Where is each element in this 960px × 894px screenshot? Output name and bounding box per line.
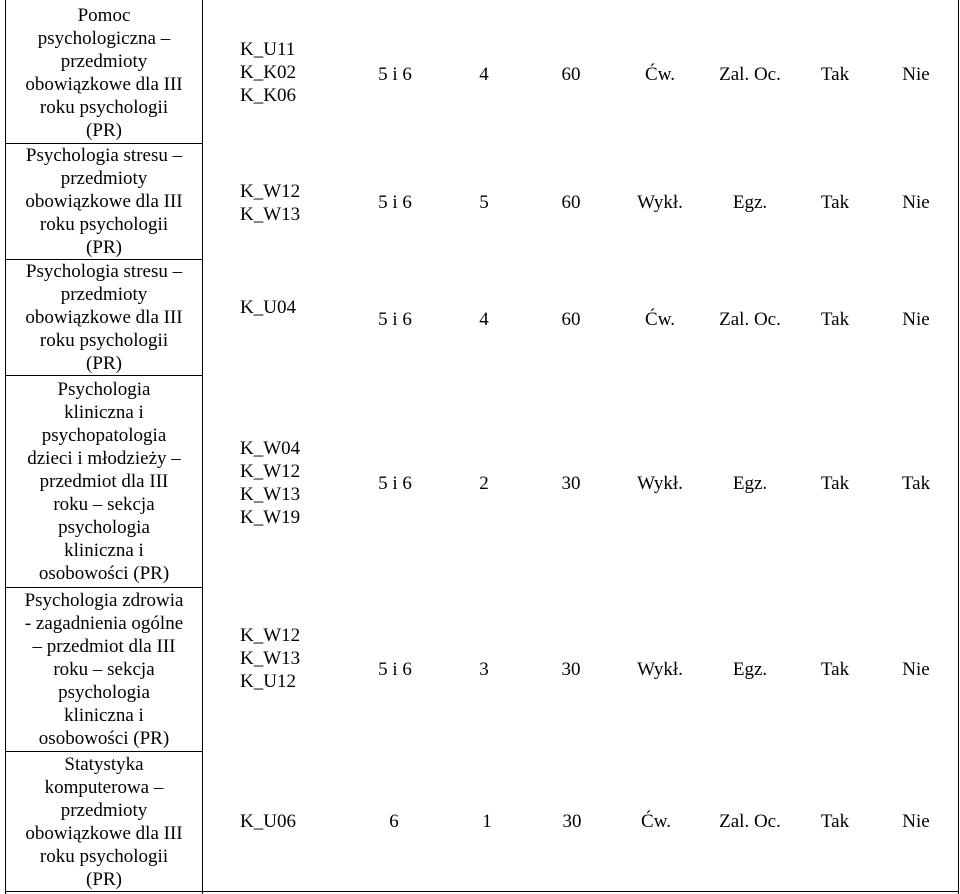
subject-line: Psychologia stresu – <box>25 261 183 282</box>
subject-line: – przedmiot dla III <box>32 636 176 657</box>
subject-line: przedmioty <box>60 51 148 72</box>
effect-code: K_K02 <box>240 61 296 83</box>
subject-cell <box>6 588 202 751</box>
effect-code: K_U04 <box>240 297 296 318</box>
hours-value: 30 <box>561 473 581 494</box>
col-a-value: Tak <box>820 473 850 494</box>
form-value: Wykł. <box>637 473 683 494</box>
subject-line: Statystyka <box>64 753 144 775</box>
subject-line: roku psychologii <box>39 845 169 867</box>
subject-line: roku – sekcja <box>53 659 155 680</box>
effects-cell <box>240 810 330 833</box>
semester-value: 5 i 6 <box>378 309 412 330</box>
hours-value: 60 <box>561 64 581 85</box>
subject-line: Pomoc <box>77 5 131 26</box>
effect-code: K_W13 <box>240 484 301 505</box>
col-a-value: Tak <box>820 659 850 680</box>
subject-cell <box>6 752 202 891</box>
subject-line: obowiązkowe dla III <box>25 191 183 212</box>
col-b-value: Nie <box>902 192 930 213</box>
effects-list <box>240 296 296 319</box>
col-a-value: Tak <box>820 309 850 330</box>
col-a-value: Tak <box>820 64 850 85</box>
col-b-value: Tak <box>901 473 931 494</box>
hours-value: 60 <box>561 192 581 213</box>
subject-name <box>25 144 182 259</box>
subject-line: obowiązkowe dla III <box>25 822 183 844</box>
subject-name <box>25 4 182 142</box>
subject-line: Psychologia <box>57 379 151 400</box>
effects-cell <box>240 623 330 693</box>
subject-line: psychopatologia <box>41 425 167 446</box>
effects-list <box>240 624 300 693</box>
assessment-value: Egz. <box>732 473 768 494</box>
subject-line: przedmioty <box>60 284 148 305</box>
col-b-value: Nie <box>902 64 930 85</box>
subject-line: przedmioty <box>60 799 148 821</box>
assessment-value: Zal. Oc. <box>719 64 781 85</box>
table-border-right <box>958 0 959 894</box>
ects-value: 5 <box>479 192 489 213</box>
effect-code: K_K06 <box>240 84 296 106</box>
subject-line: kliniczna i <box>64 402 144 423</box>
form-value: Wykł. <box>637 659 683 680</box>
semester-value: 5 i 6 <box>378 192 412 213</box>
subject-line: przedmiot dla III <box>39 471 169 492</box>
effects-list <box>240 810 296 833</box>
subject-line: roku psychologii <box>39 330 169 351</box>
semester-value: 5 i 6 <box>378 473 412 494</box>
subject-line: obowiązkowe dla III <box>25 74 183 95</box>
subject-line: (PR) <box>86 237 122 258</box>
subject-name <box>25 589 184 750</box>
effect-code: K_W12 <box>240 180 301 202</box>
effects-list <box>240 437 300 529</box>
ects-value: 4 <box>479 309 489 330</box>
hours-value: 30 <box>561 659 581 680</box>
effect-code: K_W12 <box>240 461 301 482</box>
form-value: Ćw. <box>641 811 671 832</box>
subject-line: (PR) <box>86 353 122 374</box>
subject-line: roku psychologii <box>39 214 169 235</box>
semester-value: 5 i 6 <box>378 659 412 680</box>
subject-line: Psychologia zdrowia <box>24 590 184 611</box>
effects-cell <box>240 296 330 319</box>
effect-code: K_W12 <box>240 624 301 646</box>
assessment-value: Egz. <box>732 659 768 680</box>
effect-code: K_W13 <box>240 647 301 669</box>
effects-cell <box>240 37 330 107</box>
subject-line: komputerowa – <box>44 776 164 798</box>
form-value: Ćw. <box>645 309 675 330</box>
effects-cell <box>240 436 330 530</box>
subject-name <box>25 260 182 375</box>
table-border-subject-right <box>202 0 203 894</box>
effects-list <box>240 180 300 226</box>
ects-value: 4 <box>479 64 489 85</box>
effect-code: K_W19 <box>240 507 301 528</box>
subject-cell <box>6 260 202 375</box>
effects-list <box>240 38 296 107</box>
subject-line: roku – sekcja <box>53 494 155 515</box>
subject-line: Psychologia stresu – <box>25 145 183 166</box>
effects-cell <box>240 179 330 226</box>
col-a-value: Tak <box>820 192 850 213</box>
col-a-value: Tak <box>820 811 850 832</box>
ects-value: 2 <box>479 473 489 494</box>
subject-line: psychologiczna – <box>37 28 171 49</box>
effect-code: K_U06 <box>240 811 296 832</box>
subject-line: kliniczna i <box>64 540 144 561</box>
form-value: Wykł. <box>637 192 683 213</box>
subject-cell <box>6 144 202 259</box>
form-value: Ćw. <box>645 64 675 85</box>
subject-line: (PR) <box>86 868 122 890</box>
subject-line: przedmioty <box>60 168 148 189</box>
subject-cell <box>6 376 202 587</box>
assessment-value: Zal. Oc. <box>719 309 781 330</box>
subject-line: dzieci i młodzieży – <box>27 448 181 469</box>
assessment-value: Egz. <box>732 192 768 213</box>
col-b-value: Nie <box>902 659 930 680</box>
ects-value: 1 <box>482 811 492 832</box>
semester-value: 6 <box>389 811 399 832</box>
ects-value: 3 <box>479 659 489 680</box>
subject-line: osobowości (PR) <box>38 563 170 584</box>
subject-line: psychologia <box>58 517 150 538</box>
hours-value: 30 <box>562 811 582 832</box>
subject-cell <box>6 4 202 142</box>
subject-line: osobowości (PR) <box>38 728 170 749</box>
table-border-bottom <box>5 891 959 892</box>
subject-line: obowiązkowe dla III <box>25 307 183 328</box>
subject-name <box>25 753 182 891</box>
col-b-value: Nie <box>902 811 930 832</box>
subject-line: roku psychologii <box>39 97 169 118</box>
hours-value: 60 <box>561 309 581 330</box>
subject-line: psychologia <box>58 682 150 703</box>
semester-value: 5 i 6 <box>378 64 412 85</box>
effect-code: K_W04 <box>240 438 301 459</box>
subject-line: - zagadnienia ogólne <box>24 613 184 634</box>
effect-code: K_W13 <box>240 203 301 225</box>
effect-code: K_U12 <box>240 670 296 692</box>
col-b-value: Nie <box>902 309 930 330</box>
subject-name <box>27 378 181 585</box>
subject-line: (PR) <box>86 120 122 141</box>
assessment-value: Zal. Oc. <box>719 811 781 832</box>
subject-line: kliniczna i <box>64 705 144 726</box>
effect-code: K_U11 <box>240 38 296 60</box>
